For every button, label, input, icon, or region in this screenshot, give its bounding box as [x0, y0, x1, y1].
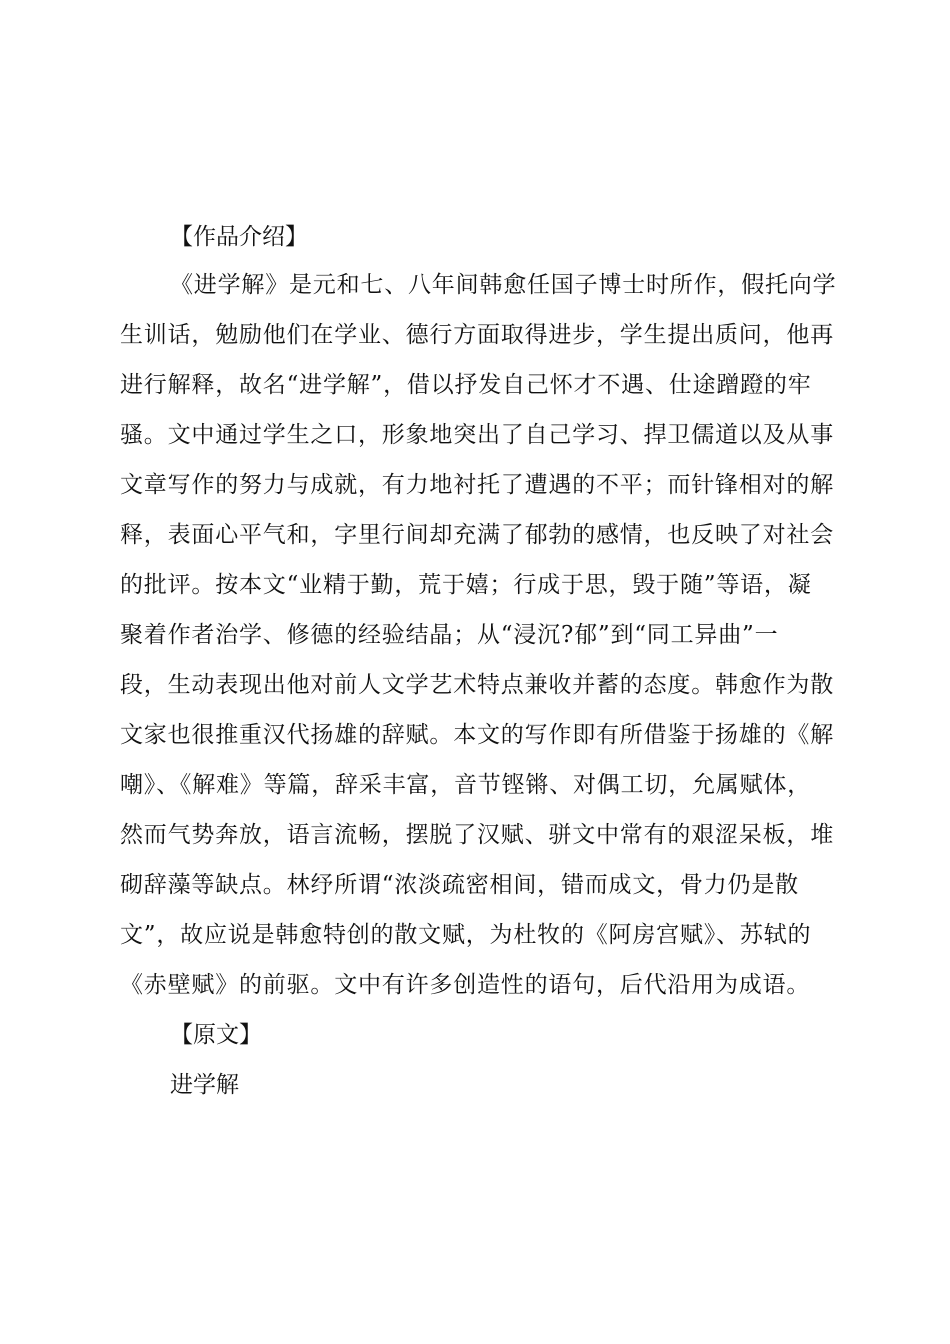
- paragraph-line: 聚着作者治学、修德的经验结晶；从“浸沉?郁”到“同工异曲”一: [120, 622, 779, 648]
- paragraph-line: 生训话，勉励他们在学业、德行方面取得进步，学生提出质问，他再: [120, 322, 834, 348]
- intro-heading: 【作品介绍】: [170, 224, 308, 250]
- original-heading: 【原文】: [170, 1022, 262, 1048]
- paragraph-line: 文”，故应说是韩愈特创的散文赋，为杜牧的《阿房宫赋》、苏轼的: [120, 922, 812, 948]
- paragraph-line: 释，表面心平气和，字里行间却充满了郁勃的感情，也反映了对社会: [120, 522, 834, 548]
- paragraph-line: 段，生动表现出他对前人文学艺术特点兼收并蓄的态度。韩愈作为散: [120, 672, 834, 698]
- original-title: 进学解: [170, 1072, 239, 1098]
- paragraph-line: 的批评。按本文“业精于勤，荒于嬉；行成于思，毁于随”等语，凝: [120, 572, 812, 598]
- paragraph-line: 文家也很推重汉代扬雄的辞赋。本文的写作即有所借鉴于扬雄的《解: [120, 722, 834, 748]
- paragraph-line: 嘲》、《解难》等篇，辞采丰富，音节铿锵、对偶工切，允属赋体，: [120, 772, 811, 798]
- paragraph-line: 《进学解》是元和七、八年间韩愈任国子博士时所作，假托向学: [170, 272, 837, 298]
- paragraph-line: 进行解释，故名“进学解”，借以抒发自己怀才不遇、仕途蹭蹬的牢: [120, 372, 812, 398]
- paragraph-line: 然而气势奔放，语言流畅，摆脱了汉赋、骈文中常有的艰涩呆板，堆: [120, 822, 834, 848]
- paragraph-line: 砌辞藻等缺点。林纾所谓“浓淡疏密相间，错而成文，骨力仍是散: [120, 872, 799, 898]
- paragraph-line: 骚。文中通过学生之口，形象地突出了自己学习、捍卫儒道以及从事: [120, 422, 834, 448]
- intro-paragraph: [120, 270, 840, 1020]
- paragraph-line: 《赤壁赋》的前驱。文中有许多创造性的语句，后代沿用为成语。: [120, 972, 811, 998]
- paragraph-line: 文章写作的努力与成就，有力地衬托了遭遇的不平；而针锋相对的解: [120, 472, 834, 498]
